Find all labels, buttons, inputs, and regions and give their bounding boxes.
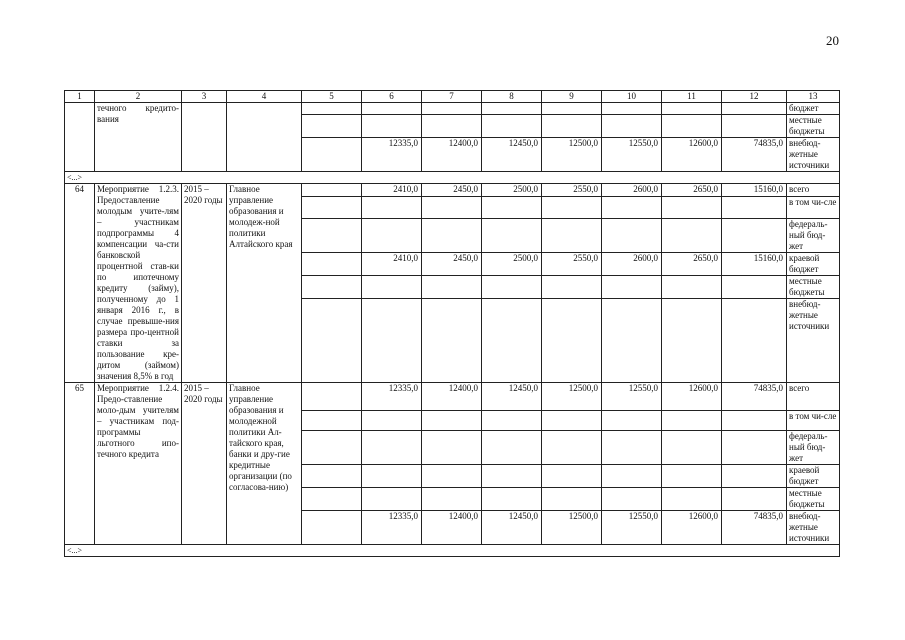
table-row: [65, 383, 840, 411]
amount-cell: [362, 115, 422, 138]
amount-cell: [542, 219, 602, 253]
amount-cell: [602, 219, 662, 253]
amount-cell: [362, 103, 422, 115]
amount-cell: [602, 115, 662, 138]
amount-cell: [602, 488, 662, 511]
amount-cell: [662, 431, 722, 465]
amount-cell: [422, 103, 482, 115]
amount-cell: 12335,0: [362, 138, 422, 172]
funding-source: местные бюджеты: [787, 276, 840, 299]
empty-cell: [302, 219, 362, 253]
measure-executor: Главное управление образования и молодежной политики Ал-тайского края, банки и дру-гие кредитные организации (по согласова-нию): [227, 383, 302, 545]
amount-cell: [482, 299, 542, 383]
amount-cell: [722, 103, 787, 115]
amount-cell: [602, 276, 662, 299]
measure-period: 2015 – 2020 годы: [182, 184, 227, 383]
amount-cell: [722, 115, 787, 138]
amount-cell: [482, 465, 542, 488]
top-block: [65, 103, 840, 172]
funding-source: федераль-ный бюд-жет: [787, 219, 840, 253]
amount-cell: [542, 115, 602, 138]
funding-source: всего: [787, 184, 840, 197]
col-header: 13: [787, 91, 840, 103]
amount-cell: 2600,0: [602, 253, 662, 276]
funding-source: федераль-ный бюд-жет: [787, 431, 840, 465]
empty-cell: [302, 488, 362, 511]
amount-cell: [482, 219, 542, 253]
amount-cell: [542, 299, 602, 383]
empty-cell: [302, 465, 362, 488]
amount-cell: [602, 197, 662, 219]
measure-number: 65: [65, 383, 95, 545]
amount-cell: 2600,0: [602, 184, 662, 197]
page-number: 20: [826, 33, 839, 48]
empty-cell: [302, 276, 362, 299]
measure-64: [65, 184, 840, 383]
amount-cell: [722, 219, 787, 253]
measure-65: [65, 383, 840, 545]
funding-source: в том чи-сле: [787, 197, 840, 219]
amount-cell: [482, 488, 542, 511]
amount-cell: [362, 219, 422, 253]
amount-cell: [602, 431, 662, 465]
amount-cell: [662, 411, 722, 431]
amount-cell: [662, 219, 722, 253]
funding-source: местные бюджеты: [787, 488, 840, 511]
measure-executor: [227, 103, 302, 172]
amount-cell: [662, 276, 722, 299]
amount-cell: 12500,0: [542, 383, 602, 411]
amount-cell: [662, 488, 722, 511]
col-header: 10: [602, 91, 662, 103]
amount-cell: [722, 299, 787, 383]
empty-cell: [302, 103, 362, 115]
amount-cell: [482, 197, 542, 219]
amount-cell: 2650,0: [662, 184, 722, 197]
col-header: 9: [542, 91, 602, 103]
amount-cell: [422, 299, 482, 383]
empty-cell: [302, 197, 362, 219]
measure-number: [65, 103, 95, 172]
amount-cell: 12450,0: [482, 511, 542, 545]
amount-cell: [662, 115, 722, 138]
amount-cell: [362, 197, 422, 219]
amount-cell: [602, 299, 662, 383]
col-header: 4: [227, 91, 302, 103]
funding-source: в том чи-сле: [787, 411, 840, 431]
ellipsis-text: <...>: [65, 172, 840, 184]
amount-cell: [542, 465, 602, 488]
amount-cell: [422, 115, 482, 138]
amount-cell: [422, 465, 482, 488]
amount-cell: 2450,0: [422, 184, 482, 197]
amount-cell: [662, 103, 722, 115]
amount-cell: 2450,0: [422, 253, 482, 276]
amount-cell: [722, 488, 787, 511]
funding-source: внебюд-жетные источники: [787, 299, 840, 383]
amount-cell: [662, 299, 722, 383]
amount-cell: 12500,0: [542, 511, 602, 545]
measure-executor: Главное управление образования и молодеж-ной политики Алтайского края: [227, 184, 302, 383]
col-header: 8: [482, 91, 542, 103]
amount-cell: [362, 465, 422, 488]
measure-number: 64: [65, 184, 95, 383]
amount-cell: [722, 276, 787, 299]
funding-source: краевой бюджет: [787, 253, 840, 276]
amount-cell: 12335,0: [362, 383, 422, 411]
funding-source: внебюд-жетные источники: [787, 138, 840, 172]
amount-cell: 12600,0: [662, 383, 722, 411]
amount-cell: [362, 488, 422, 511]
measure-period: 2015 – 2020 годы: [182, 383, 227, 545]
empty-cell: [302, 184, 362, 197]
amount-cell: 74835,0: [722, 383, 787, 411]
amount-cell: 12335,0: [362, 511, 422, 545]
amount-cell: [602, 103, 662, 115]
header-row: [65, 91, 840, 103]
col-header: 2: [95, 91, 182, 103]
amount-cell: [422, 431, 482, 465]
ellipsis-row: [65, 172, 840, 184]
amount-cell: 12450,0: [482, 383, 542, 411]
amount-cell: 12600,0: [662, 138, 722, 172]
funding-source: краевой бюджет: [787, 465, 840, 488]
amount-cell: [542, 276, 602, 299]
measure-period: [182, 103, 227, 172]
amount-cell: 15160,0: [722, 253, 787, 276]
col-header: 12: [722, 91, 787, 103]
amount-cell: [482, 103, 542, 115]
funding-source: бюджет: [787, 103, 840, 115]
amount-cell: [422, 488, 482, 511]
program-table: [64, 90, 840, 557]
amount-cell: 2410,0: [362, 253, 422, 276]
amount-cell: 74835,0: [722, 138, 787, 172]
empty-cell: [302, 299, 362, 383]
amount-cell: [362, 299, 422, 383]
funding-source: местные бюджеты: [787, 115, 840, 138]
col-header: 7: [422, 91, 482, 103]
amount-cell: [422, 219, 482, 253]
col-header: 1: [65, 91, 95, 103]
table-row: [65, 184, 840, 197]
amount-cell: [722, 197, 787, 219]
measure-name: течного кредито-вания: [95, 103, 182, 172]
empty-cell: [302, 253, 362, 276]
amount-cell: [662, 197, 722, 219]
amount-cell: 2550,0: [542, 184, 602, 197]
measure-name: Мероприятие 1.2.3. Предоставление молодым учите-лям – участникам подпрограммы 4 компенсации ча-сти банковской процентной став-ки по ипотечному кредиту (займу), полученному до 1 января 2016 г., в случае превыше-ния размера про-центной ставки за пользование кре-дитом (займом) значения 8,5% в год: [95, 184, 182, 383]
amount-cell: 12550,0: [602, 383, 662, 411]
amount-cell: [362, 431, 422, 465]
amount-cell: [722, 465, 787, 488]
funding-source: внебюд-жетные источники: [787, 511, 840, 545]
amount-cell: [362, 276, 422, 299]
empty-cell: [302, 383, 362, 411]
amount-cell: [362, 411, 422, 431]
amount-cell: 2500,0: [482, 184, 542, 197]
amount-cell: [422, 411, 482, 431]
col-header: 5: [302, 91, 362, 103]
measure-name: Мероприятие 1.2.4. Предо-ставление моло-дым учителям – участникам под-программы льготного ипо-течного кредита: [95, 383, 182, 545]
amount-cell: [542, 411, 602, 431]
amount-cell: [602, 465, 662, 488]
amount-cell: [482, 276, 542, 299]
amount-cell: 15160,0: [722, 184, 787, 197]
ellipsis-row: [65, 545, 840, 557]
amount-cell: 2650,0: [662, 253, 722, 276]
amount-cell: 12400,0: [422, 383, 482, 411]
amount-cell: [482, 411, 542, 431]
amount-cell: [542, 197, 602, 219]
amount-cell: [422, 197, 482, 219]
funding-source: всего: [787, 383, 840, 411]
amount-cell: 2410,0: [362, 184, 422, 197]
ellipsis-text: <...>: [65, 545, 840, 557]
col-header: 6: [362, 91, 422, 103]
amount-cell: 2550,0: [542, 253, 602, 276]
amount-cell: [542, 488, 602, 511]
col-header: 3: [182, 91, 227, 103]
amount-cell: [482, 431, 542, 465]
amount-cell: 12600,0: [662, 511, 722, 545]
amount-cell: [602, 411, 662, 431]
table-row: [65, 103, 840, 115]
amount-cell: [542, 103, 602, 115]
empty-cell: [302, 431, 362, 465]
empty-cell: [302, 511, 362, 545]
empty-cell: [302, 411, 362, 431]
amount-cell: 12400,0: [422, 511, 482, 545]
amount-cell: 12550,0: [602, 138, 662, 172]
amount-cell: [662, 465, 722, 488]
amount-cell: [542, 431, 602, 465]
amount-cell: 2500,0: [482, 253, 542, 276]
empty-cell: [302, 138, 362, 172]
program-table-container: [64, 90, 840, 557]
amount-cell: 12400,0: [422, 138, 482, 172]
col-header: 11: [662, 91, 722, 103]
amount-cell: 12550,0: [602, 511, 662, 545]
amount-cell: 74835,0: [722, 511, 787, 545]
amount-cell: 12500,0: [542, 138, 602, 172]
amount-cell: [422, 276, 482, 299]
empty-cell: [302, 115, 362, 138]
amount-cell: 12450,0: [482, 138, 542, 172]
amount-cell: [722, 411, 787, 431]
amount-cell: [722, 431, 787, 465]
amount-cell: [482, 115, 542, 138]
